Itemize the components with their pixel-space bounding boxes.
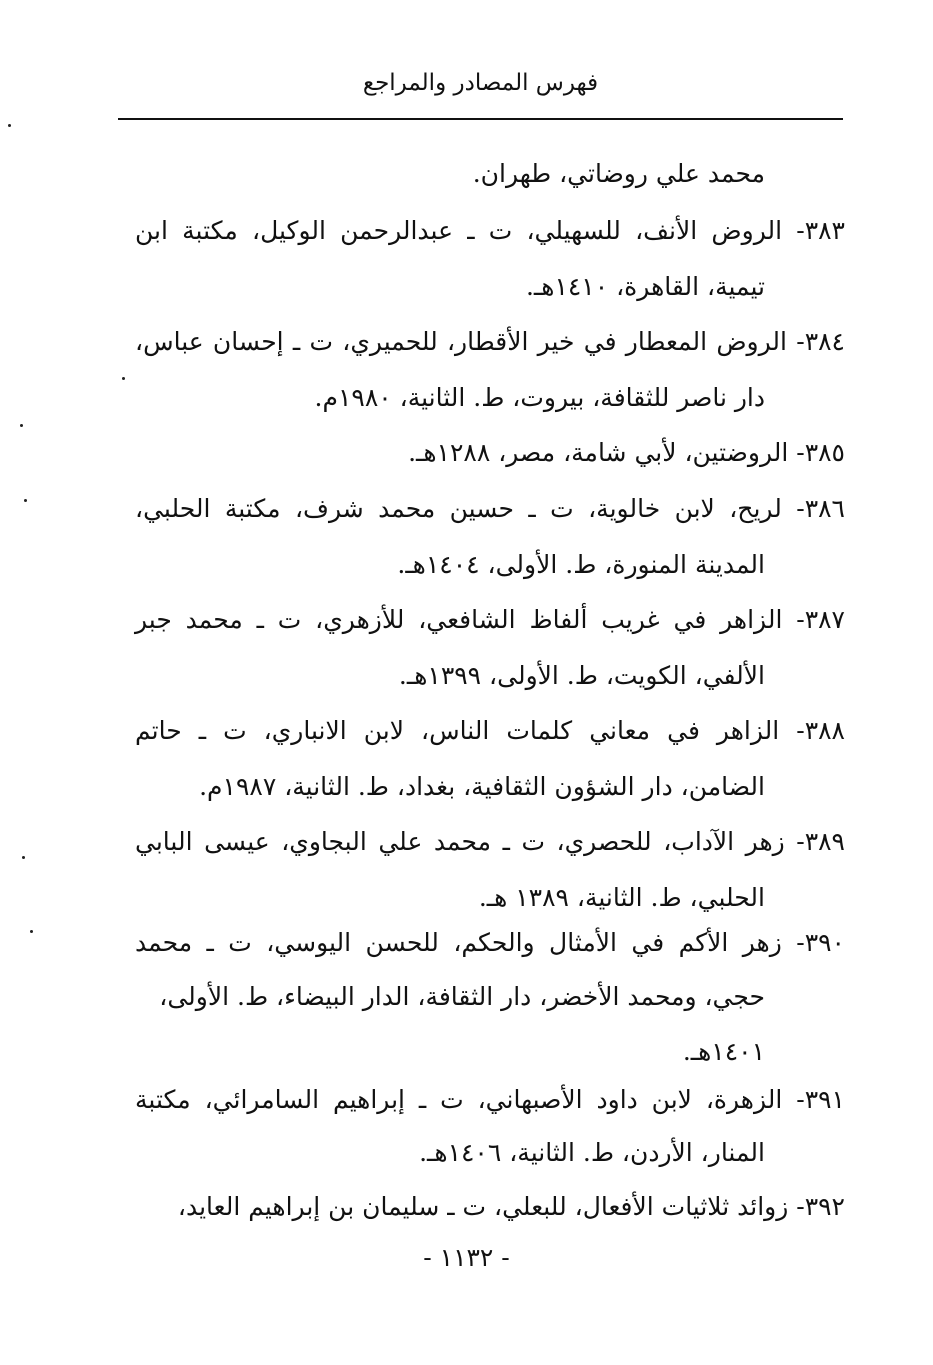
text-line: الألفي، الكويت، ط. الأولى، ١٣٩٩هـ.: [398, 661, 765, 690]
text-line: ٣٨٣- الروض الأنف، للسهيلي، ت ـ عبدالرحمن الوكيل، مكتبة ابن: [135, 216, 845, 245]
scan-speck: [24, 499, 27, 502]
scan-speck: [20, 424, 23, 427]
text-line: الضامن، دار الشؤون الثقافية، بغداد، ط. الثانية، ١٩٨٧م.: [199, 772, 765, 801]
scan-speck: [122, 377, 125, 380]
text-line: محمد علي روضاتي، طهران.: [472, 159, 765, 188]
text-line: ٣٩٠- زهر الأكم في الأمثال والحكم، للحسن اليوسي، ت ـ محمد: [135, 928, 845, 957]
text-line: ٣٨٧- الزاهر في غريب ألفاظ الشافعي، للأزهري، ت ـ محمد جبر: [135, 605, 845, 634]
text-line: ١٤٠١هـ.: [682, 1037, 765, 1066]
running-header: فهرس المصادر والمراجع: [362, 70, 599, 96]
text-line: ٣٨٦- لريح، لابن خالوية، ت ـ حسين محمد شرف، مكتبة الحلبي،: [135, 494, 845, 523]
header-rule: [118, 118, 843, 120]
text-line: حجي، ومحمد الأخضر، دار الثقافة، الدار البيضاء، ط. الأولى،: [159, 982, 765, 1011]
text-line: ٣٨٨- الزاهر في معاني كلمات الناس، لابن الانباري، ت ـ حاتم: [135, 716, 845, 745]
text-line: المدينة المنورة، ط. الأولى، ١٤٠٤هـ.: [397, 550, 765, 579]
scan-speck: [22, 856, 25, 859]
text-line: ٣٩١- الزهرة، لابن داود الأصبهاني، ت ـ إبراهيم السامرائي، مكتبة: [135, 1085, 845, 1114]
text-line: ٣٨٥- الروضتين، لأبي شامة، مصر، ١٢٨٨هـ.: [408, 438, 845, 467]
text-line: ٣٩٢- زوائد ثلاثيات الأفعال، للبعلي، ت ـ سليمان بن إبراهيم العايد،: [177, 1192, 845, 1221]
page-number: - ١١٣٢ -: [423, 1243, 510, 1272]
scan-speck: [30, 930, 33, 933]
text-line: الحلبي، ط. الثانية، ١٣٨٩ هـ.: [478, 883, 765, 912]
text-line: ٣٨٩- زهر الآداب، للحصري، ت ـ محمد علي البجاوي، عيسى البابي: [135, 827, 845, 856]
text-line: ٣٨٤- الروض المعطار في خير الأقطار، للحميري، ت ـ إحسان عباس،: [135, 327, 845, 356]
text-line: المنار، الأردن، ط. الثانية، ١٤٠٦هـ.: [419, 1138, 765, 1167]
text-line: تيمية، القاهرة، ١٤١٠هـ.: [525, 272, 765, 301]
text-line: دار ناصر للثقافة، بيروت، ط. الثانية، ١٩٨٠م.: [314, 383, 765, 412]
scan-speck: [8, 124, 11, 127]
